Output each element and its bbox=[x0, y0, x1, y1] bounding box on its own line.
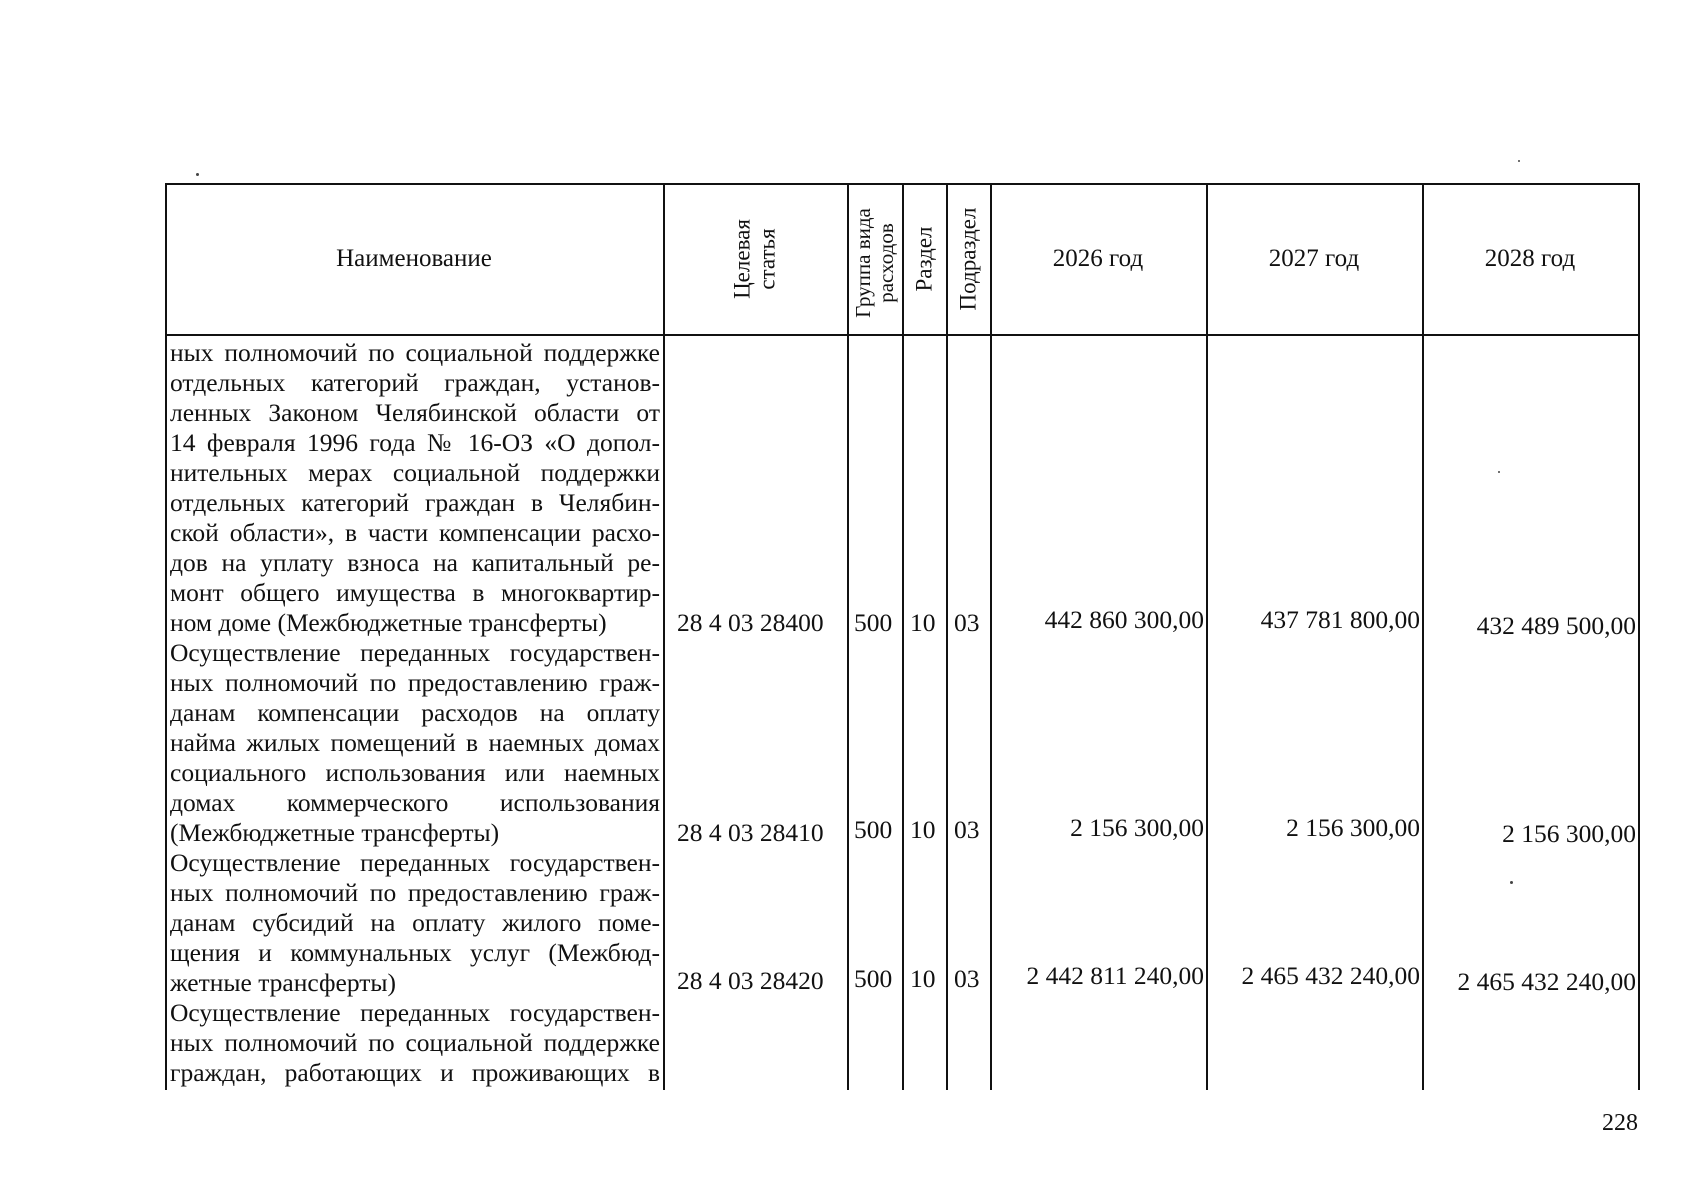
expense-group-cell: 500 bbox=[854, 964, 893, 993]
target-article-cell: 28 4 03 28400 bbox=[677, 608, 824, 637]
name-line: Осуществление переданных государствен- bbox=[170, 998, 660, 1027]
name-line: ных полномочий по социальной поддержке bbox=[170, 1028, 660, 1057]
budget-table bbox=[165, 183, 1640, 1090]
scan-speck bbox=[1498, 471, 1500, 473]
header-year-2026: 2026 год bbox=[1052, 244, 1144, 272]
subsection-cell: 03 bbox=[954, 964, 980, 993]
header-year-2028: 2028 год bbox=[1484, 244, 1576, 272]
subsection-cell: 03 bbox=[954, 608, 980, 637]
value-2026-cell: 2 442 811 240,00 bbox=[1026, 961, 1204, 990]
target-article-cell: 28 4 03 28410 bbox=[677, 818, 824, 847]
scan-speck bbox=[196, 173, 199, 176]
section-cell: 10 bbox=[910, 964, 936, 993]
header-section: Раздел bbox=[911, 226, 937, 292]
name-line: ленных Законом Челябинской области от bbox=[170, 398, 660, 427]
name-line: отдельных категорий граждан в Челябин- bbox=[170, 488, 660, 517]
name-line: ных полномочий по социальной поддержке bbox=[170, 338, 660, 367]
col-border bbox=[946, 183, 948, 1090]
expense-group-cell: 500 bbox=[854, 608, 893, 637]
scan-speck bbox=[1518, 160, 1520, 162]
name-line: данам компенсации расходов на оплату bbox=[170, 698, 660, 727]
name-line: данам субсидий на оплату жилого поме- bbox=[170, 908, 660, 937]
name-line: (Межбюджетные трансферты) bbox=[170, 818, 500, 847]
expense-group-cell: 500 bbox=[854, 815, 893, 844]
name-line: социального использования или наемных bbox=[170, 758, 660, 787]
subsection-cell: 03 bbox=[954, 815, 980, 844]
value-2026-cell: 442 860 300,00 bbox=[1044, 605, 1204, 634]
header-subsection: Подраздел bbox=[955, 207, 981, 311]
col-border bbox=[1638, 183, 1640, 1090]
scan-speck bbox=[1510, 881, 1513, 884]
header-target-article: Целевая статья bbox=[729, 219, 780, 299]
target-article-cell: 28 4 03 28420 bbox=[677, 966, 824, 995]
value-2027-cell: 2 465 432 240,00 bbox=[1241, 961, 1420, 990]
value-2028-cell: 2 465 432 240,00 bbox=[1457, 967, 1636, 996]
col-border bbox=[902, 183, 904, 1090]
name-line: отдельных категорий граждан, установ- bbox=[170, 368, 660, 397]
name-line: 14 февраля 1996 года № 16-ОЗ «О допол- bbox=[170, 428, 660, 457]
name-line: нительных мерах социальной поддержки bbox=[170, 458, 660, 487]
value-2027-cell: 2 156 300,00 bbox=[1286, 813, 1420, 842]
name-line: ных полномочий по предоставлению граж- bbox=[170, 878, 660, 907]
value-2026-cell: 2 156 300,00 bbox=[1070, 813, 1204, 842]
page-number: 228 bbox=[1602, 1110, 1638, 1136]
name-line: граждан, работающих и проживающих в bbox=[170, 1058, 660, 1087]
value-2027-cell: 437 781 800,00 bbox=[1260, 605, 1420, 634]
name-line: ской области», в части компенсации расхо- bbox=[170, 518, 660, 547]
name-line: домах коммерческого использования bbox=[170, 788, 660, 817]
name-line: ных полномочий по предоставлению граж- bbox=[170, 668, 660, 697]
section-cell: 10 bbox=[910, 608, 936, 637]
name-line: щения и коммунальных услуг (Межбюд- bbox=[170, 938, 660, 967]
name-line: дов на уплату взноса на капитальный ре- bbox=[170, 548, 660, 577]
value-2028-cell: 2 156 300,00 bbox=[1502, 819, 1636, 848]
header-expense-group: Группа вида расходов bbox=[850, 208, 898, 318]
name-line: найма жилых помещений в наемных домах bbox=[170, 728, 660, 757]
name-line: монт общего имущества в многоквартир- bbox=[170, 578, 660, 607]
col-border bbox=[663, 183, 665, 1090]
name-line: Осуществление переданных государствен- bbox=[170, 848, 660, 877]
name-line: жетные трансферты) bbox=[170, 968, 397, 997]
name-line: ном доме (Межбюджетные трансферты) bbox=[170, 608, 607, 637]
section-cell: 10 bbox=[910, 815, 936, 844]
name-line: Осуществление переданных государствен- bbox=[170, 638, 660, 667]
value-2028-cell: 432 489 500,00 bbox=[1476, 611, 1636, 640]
col-border bbox=[847, 183, 849, 1090]
header-name: Наименование bbox=[336, 244, 492, 272]
header-year-2027: 2027 год bbox=[1268, 244, 1360, 272]
